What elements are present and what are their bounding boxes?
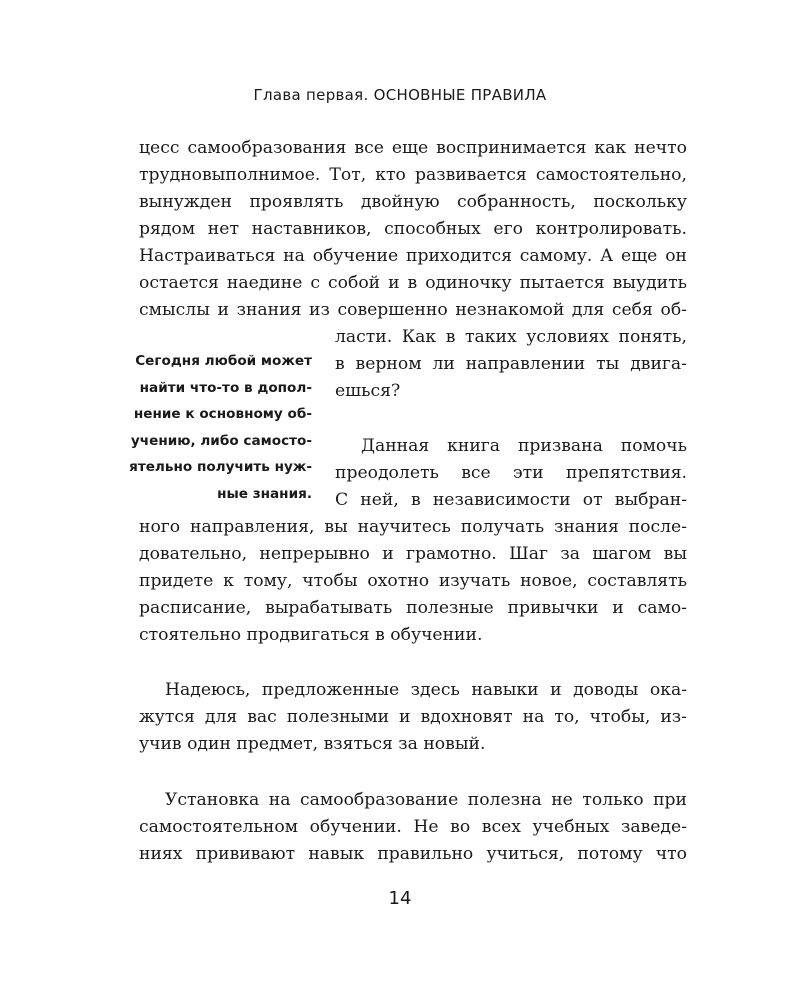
page-number: 14 — [388, 888, 412, 909]
text-line: С ней, в независимости от выбран- — [335, 490, 687, 510]
text-line: жутся для вас полезными и вдохновят на то, чтобы, из- — [139, 707, 687, 727]
running-head: Глава первая. ОСНОВНЫЕ ПРАВИЛА — [253, 86, 547, 104]
text-line: в верном ли направлении ты двига- — [335, 354, 687, 374]
pull-quote-line: нение к основному об- — [133, 406, 312, 423]
text-line: Настраиваться на обучение приходится самому. А еще он — [139, 246, 687, 266]
text-line: ешься? — [335, 381, 401, 401]
text-line: ниях прививают навык правильно учиться, потому что — [139, 844, 687, 864]
text-line: трудновыполнимое. Тот, кто развивается самостоятельно, — [139, 165, 687, 185]
pull-quote-line: ные знания. — [217, 485, 312, 502]
text-line: придете к тому, чтобы охотно изучать новое, составлять — [139, 571, 687, 591]
text-line: ласти. Как в таких условиях понять, — [335, 327, 687, 347]
pull-quote-line: найти что-то в допол- — [139, 379, 312, 396]
text-line: Установка на самообразование полезна не только при — [165, 790, 687, 810]
text-line: учив один предмет, взяться за новый. — [139, 734, 486, 754]
text-line: стоятельно продвигаться в обучении. — [139, 625, 483, 645]
pull-quote-line: Сегодня любой может — [135, 353, 312, 369]
text-line: ного направления, вы научитесь получать знания после- — [139, 517, 687, 537]
text-line: вынужден проявлять двойную собранность, поскольку — [139, 192, 687, 212]
pull-quote — [110, 348, 312, 508]
pull-quote-line: ятельно получить нуж- — [129, 459, 312, 476]
text-line: Надеюсь, предложенные здесь навыки и доводы ока- — [165, 680, 687, 700]
text-line: преодолеть все эти препятствия. — [335, 463, 687, 483]
text-line: смыслы и знания из совершенно незнакомой для себя об- — [139, 300, 687, 320]
text-line: Данная книга призвана помочь — [361, 436, 687, 456]
text-line: рядом нет наставников, способных его контролировать. — [139, 219, 687, 239]
text-line: остается наедине с собой и в одиночку пытается выудить — [139, 273, 687, 293]
text-line: самостоятельном обучении. Не во всех учебных заведе- — [139, 817, 687, 837]
text-line: расписание, вырабатывать полезные привычки и само- — [139, 598, 687, 618]
text-line: довательно, непрерывно и грамотно. Шаг за шагом вы — [139, 544, 687, 564]
pull-quote-line: учению, либо самосто- — [130, 432, 312, 449]
text-line: цесс самообразования все еще воспринимается как нечто — [139, 138, 687, 158]
